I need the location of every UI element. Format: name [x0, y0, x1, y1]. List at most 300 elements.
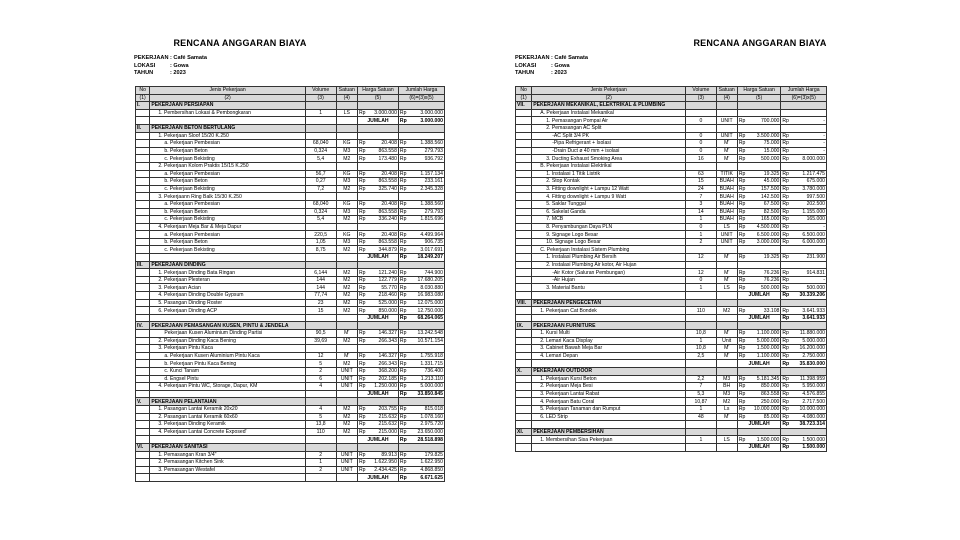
amount: 266.343: [378, 360, 397, 367]
unit: M2: [336, 284, 357, 292]
volume: 90,5: [305, 330, 336, 338]
table-row: [136, 109, 445, 117]
volume: 1: [305, 109, 336, 117]
table-row: [136, 421, 445, 429]
table-row: [516, 405, 827, 413]
currency-label: Rp: [359, 277, 366, 284]
amount: 4.576.855: [802, 391, 825, 398]
volume: 1: [686, 337, 716, 345]
row-number: [516, 238, 532, 246]
unit-price: [737, 223, 781, 231]
total-label: JUMLAH: [737, 314, 781, 322]
column-header: (2): [150, 94, 306, 102]
item-description: 1. Pemasangan Pompai Air: [532, 117, 686, 125]
currency-label: Rp: [782, 201, 789, 208]
total-price: [398, 375, 444, 383]
empty-cell: [737, 367, 781, 375]
row-number: [516, 193, 532, 201]
unit-price: [358, 413, 399, 421]
unit: M': [336, 330, 357, 338]
empty-cell: [305, 124, 336, 132]
item-description: -Air Kotor (Saluran Pembungan): [532, 269, 686, 277]
volume: 2: [305, 367, 336, 375]
unit-price: [737, 284, 781, 292]
table-row: [136, 269, 445, 277]
table-row: [516, 307, 827, 315]
item-description: 1. Pasangan Lantai Keramik 20x20: [150, 405, 306, 413]
section-row: [136, 102, 445, 110]
item-description: 1. Pekerjaan Sloof 15/20 K.250: [150, 132, 306, 140]
unit: UNIT: [716, 238, 737, 246]
table-row: [136, 170, 445, 178]
table-row: [136, 428, 445, 436]
amount: 4.499.964: [420, 231, 443, 238]
amount: 215.632: [378, 413, 397, 420]
currency-label: Rp: [738, 201, 746, 208]
empty-cell: [737, 299, 781, 307]
item-description: 7. MCB: [532, 216, 686, 224]
unit-price: [358, 178, 399, 186]
total-price: [781, 238, 827, 246]
item-description: 2. Pemasangan AC Split: [532, 124, 686, 132]
volume: 77,74: [305, 292, 336, 300]
column-header: (5): [737, 94, 781, 102]
volume: 0,27: [305, 178, 336, 186]
total-price: [781, 155, 827, 163]
row-number: [136, 162, 150, 170]
amount: 1.100.000: [756, 353, 780, 360]
total-price: [398, 383, 444, 391]
amount: 500.000: [760, 155, 780, 162]
amount: 1.755.918: [420, 353, 443, 360]
table-row: [136, 231, 445, 239]
amount: 179.825: [424, 451, 443, 458]
amount: 75.000: [763, 140, 780, 147]
table-row: [516, 155, 827, 163]
row-number: [136, 185, 150, 193]
project-meta: [515, 55, 588, 78]
amount: 850.000: [760, 383, 780, 390]
item-description: 6. Pekerjaan Dinding ACP: [150, 307, 306, 315]
volume: 15: [305, 307, 336, 315]
item-description: 1. Membersihan Sisa Pekerjaan: [532, 436, 686, 444]
empty-cell: [398, 124, 444, 132]
unit: M2: [336, 421, 357, 429]
volume: 6: [305, 375, 336, 383]
unit: BUAH: [716, 200, 737, 208]
item-description: 1. Pekerjaan Dinding Bata Ringan: [150, 269, 306, 277]
row-number: [136, 428, 150, 436]
empty-cell: [136, 117, 150, 125]
table-row: [516, 269, 827, 277]
volume: 1,05: [305, 238, 336, 246]
amount: 744.900: [424, 269, 443, 276]
row-number: [136, 292, 150, 300]
column-header: (4): [336, 94, 357, 102]
meta-key: PEKERJAAN: [134, 55, 169, 61]
empty-cell: [516, 421, 532, 429]
total-price: [398, 246, 444, 254]
currency-label: Rp: [738, 391, 746, 398]
currency-label: Rp: [359, 466, 366, 473]
column-header: (1): [136, 94, 150, 102]
amount: 906.735: [424, 239, 443, 246]
volume: 15: [686, 178, 716, 186]
empty-cell: [136, 254, 150, 262]
currency-label: Rp: [782, 307, 789, 314]
volume: 0: [686, 147, 716, 155]
total-price: [398, 284, 444, 292]
total-price: [781, 246, 827, 254]
table-row: [136, 132, 445, 140]
unit: UNIT: [336, 466, 357, 474]
currency-label: Rp: [359, 201, 366, 208]
row-number: [136, 246, 150, 254]
unit-price: [358, 185, 399, 193]
unit: [336, 132, 357, 140]
empty-cell: [305, 322, 336, 330]
header-row: [516, 94, 827, 102]
volume: 14: [686, 208, 716, 216]
volume: 2: [305, 466, 336, 474]
item-description: a. Pekerjaan Pembesian: [150, 231, 306, 239]
amount: 23.650.000: [417, 429, 443, 436]
unit: BUAH: [716, 185, 737, 193]
currency-label: Rp: [782, 193, 789, 200]
table-row: [516, 246, 827, 254]
amount: 850.000: [378, 307, 397, 314]
total-price: [781, 132, 827, 140]
total-amount: [398, 314, 444, 322]
table-row: [516, 413, 827, 421]
item-description: 4. Pekerjaan Meja Bar & Meja Dapur: [150, 223, 306, 231]
table-row: [136, 193, 445, 201]
volume: 144: [305, 276, 336, 284]
column-header: Volume: [305, 87, 336, 95]
currency-label: Rp: [359, 292, 366, 299]
currency-label: Rp: [359, 148, 366, 155]
empty-cell: [686, 443, 716, 451]
currency-label: Rp: [399, 246, 407, 253]
empty-cell: [305, 474, 336, 482]
total-price: [398, 330, 444, 338]
amount: 6.000.000: [802, 239, 825, 246]
table-row: [136, 367, 445, 375]
unit: KG: [336, 231, 357, 239]
amount: 10.000.000: [753, 406, 780, 413]
empty-cell: [136, 436, 150, 444]
amount: 2.975.720: [420, 421, 443, 428]
unit-price: [737, 238, 781, 246]
row-number: [136, 140, 150, 148]
empty-cell: [516, 360, 532, 368]
column-header: No: [516, 87, 532, 95]
section-title: PEKERJAAN FURNITURE: [532, 322, 686, 330]
row-number: [516, 140, 532, 148]
meta-line: [515, 55, 588, 63]
table-row: [516, 254, 827, 262]
empty-cell: [336, 314, 357, 322]
item-description: 3. Pekerjaan Acian: [150, 284, 306, 292]
total-price: [781, 124, 827, 132]
empty-cell: [336, 124, 357, 132]
unit-price: [358, 200, 399, 208]
currency-label: Rp: [399, 155, 407, 162]
column-header: Harga Satuan: [358, 87, 399, 95]
item-description: 3. Material Bantu: [532, 284, 686, 292]
row-number: [516, 345, 532, 353]
empty-cell: [150, 436, 306, 444]
item-description: b. Pekerjaan Pintu Kaca Bening: [150, 360, 306, 368]
volume: [686, 124, 716, 132]
currency-label: Rp: [738, 231, 746, 238]
currency-label: Rp: [359, 216, 366, 223]
currency-label: Rp: [359, 208, 366, 215]
volume: 8,75: [305, 246, 336, 254]
row-number: [516, 162, 532, 170]
total-price: [398, 307, 444, 315]
amount: 3.000.000: [420, 117, 443, 124]
amount: 368.200: [378, 368, 397, 375]
empty-cell: [737, 102, 781, 110]
empty-cell: [737, 322, 781, 330]
unit: M2: [336, 292, 357, 300]
item-description: 3. Pekerjaann Ring Balk 15/30 K.250: [150, 193, 306, 201]
item-description: 2. Pekerjaan Dinding Kaca Bening: [150, 337, 306, 345]
currency-label: Rp: [399, 284, 407, 291]
amount: 68.264.065: [417, 315, 443, 322]
empty-cell: [336, 117, 357, 125]
volume: 220,5: [305, 231, 336, 239]
amount: 6.671.625: [420, 474, 443, 481]
row-number: [516, 330, 532, 338]
empty-cell: [150, 314, 306, 322]
total-price: [398, 337, 444, 345]
unit: M': [716, 140, 737, 148]
currency-label: Rp: [399, 178, 407, 185]
currency-label: Rp: [738, 170, 746, 177]
table-row: [516, 375, 827, 383]
volume: 1: [686, 231, 716, 239]
row-number: [136, 109, 150, 117]
unit-price: [358, 352, 399, 360]
empty-cell: [305, 398, 336, 406]
unit: UNIT: [336, 367, 357, 375]
currency-label: Rp: [359, 231, 366, 238]
empty-cell: [716, 314, 737, 322]
unit-price: [737, 261, 781, 269]
item-description: 1. Kursi Multi: [532, 330, 686, 338]
currency-label: Rp: [399, 368, 407, 375]
total-row: [136, 254, 445, 262]
unit-price: [358, 466, 399, 474]
total-label: JUMLAH: [737, 443, 781, 451]
table-row: [136, 200, 445, 208]
currency-label: Rp: [738, 398, 746, 405]
empty-cell: [136, 390, 150, 398]
volume: [305, 223, 336, 231]
total-price: [398, 147, 444, 155]
volume: 0,324: [305, 147, 336, 155]
currency-label: Rp: [782, 413, 789, 420]
currency-label: Rp: [738, 277, 746, 284]
table-row: [516, 390, 827, 398]
unit-price: [737, 162, 781, 170]
volume: 4: [305, 383, 336, 391]
volume: 5: [305, 413, 336, 421]
amount: 157.500: [760, 186, 780, 193]
amount: 215.632: [378, 421, 397, 428]
row-number: [516, 269, 532, 277]
empty-cell: [716, 292, 737, 300]
row-number: [136, 383, 150, 391]
volume: 144: [305, 284, 336, 292]
table-row: [136, 276, 445, 284]
currency-label: Rp: [359, 337, 366, 344]
volume: 1: [686, 405, 716, 413]
row-number: [516, 170, 532, 178]
currency-label: Rp: [782, 148, 789, 155]
empty-cell: [781, 299, 827, 307]
row-number: [136, 284, 150, 292]
item-description: c. Kunci Tanam: [150, 367, 306, 375]
row-number: [516, 109, 532, 117]
empty-cell: [305, 314, 336, 322]
row-number: [136, 375, 150, 383]
unit-price: [737, 246, 781, 254]
meta-line: [134, 70, 207, 78]
volume: 1: [686, 284, 716, 292]
unit: UNIT: [716, 117, 737, 125]
amount: 863.558: [378, 208, 397, 215]
empty-cell: [336, 322, 357, 330]
amount: 1.500.000: [802, 436, 825, 443]
empty-cell: [716, 367, 737, 375]
currency-label: Rp: [399, 330, 407, 337]
currency-label: Rp: [359, 170, 366, 177]
column-header: (6)=(3)x(5): [398, 94, 444, 102]
unit: [716, 124, 737, 132]
item-description: a. Pekerjaan Pembesian: [150, 200, 306, 208]
rab-table: [135, 86, 445, 482]
currency-label: Rp: [738, 186, 746, 193]
empty-cell: [305, 117, 336, 125]
item-description: b. Pekerjaan Beton: [150, 208, 306, 216]
unit: M': [716, 352, 737, 360]
section-row: [136, 398, 445, 406]
empty-cell: [716, 421, 737, 429]
table-row: [516, 223, 827, 231]
amount: 500.000: [806, 284, 825, 291]
column-header: (5): [358, 94, 399, 102]
empty-cell: [398, 261, 444, 269]
currency-label: Rp: [782, 155, 789, 162]
currency-label: Rp: [782, 353, 789, 360]
unit-price: [737, 132, 781, 140]
item-description: 2. Lemari Kaca Display: [532, 337, 686, 345]
unit-price: [358, 155, 399, 163]
unit: M3: [716, 390, 737, 398]
item-description: Pekerjaan Kusen Aluminium Dinding Partisi: [150, 330, 306, 338]
amount: 8.030.880: [420, 284, 443, 291]
total-label: JUMLAH: [737, 292, 781, 300]
item-description: 9. Signage Logo Besar: [532, 231, 686, 239]
amount: 1.388.560: [420, 140, 443, 147]
table-row: [136, 299, 445, 307]
volume: 0: [686, 140, 716, 148]
currency-label: Rp: [782, 178, 789, 185]
volume: 7,2: [305, 185, 336, 193]
meta-value: : Gowa: [551, 62, 570, 69]
section-row: [516, 299, 827, 307]
amount: 35.830.000: [799, 360, 825, 367]
amount: 4.868.850: [420, 466, 443, 473]
empty-cell: [136, 474, 150, 482]
unit: M': [716, 276, 737, 284]
table-row: [516, 352, 827, 360]
amount: -: [823, 132, 825, 139]
amount: 266.343: [378, 337, 397, 344]
currency-label: Rp: [782, 117, 789, 124]
row-number: [516, 223, 532, 231]
meta-value: : 2023: [170, 70, 186, 76]
currency-label: Rp: [399, 466, 407, 473]
currency-label: Rp: [782, 436, 789, 443]
row-number: [516, 405, 532, 413]
currency-label: Rp: [782, 337, 789, 344]
item-description: B. Pekerjaan Instalasi Elektrikal: [532, 162, 686, 170]
unit-price: [358, 147, 399, 155]
section-title: PEKERJAAN PENGECETAN: [532, 299, 686, 307]
currency-label: Rp: [738, 406, 746, 413]
amount: 165.000: [806, 216, 825, 223]
amount: 675.000: [806, 178, 825, 185]
item-description: C. Pekerjaan Instalasi Sistem Plumbing: [532, 246, 686, 254]
unit: BH: [716, 383, 737, 391]
amount: 5.000.000: [420, 383, 443, 390]
unit-price: [358, 284, 399, 292]
table-row: [516, 208, 827, 216]
table-row: [136, 383, 445, 391]
amount: 6.500.000: [756, 231, 780, 238]
volume: 5: [305, 360, 336, 368]
volume: 1: [305, 459, 336, 467]
table-row: [136, 140, 445, 148]
unit: M': [336, 352, 357, 360]
item-description: 6. LED Strip: [532, 413, 686, 421]
row-number: [516, 124, 532, 132]
amount: 146.327: [378, 353, 397, 360]
empty-cell: [686, 322, 716, 330]
row-number: [136, 451, 150, 459]
total-row: [516, 292, 827, 300]
unit-price: [358, 459, 399, 467]
row-number: [516, 390, 532, 398]
total-price: [781, 284, 827, 292]
empty-cell: [150, 254, 306, 262]
currency-label: Rp: [399, 406, 407, 413]
total-price: [398, 345, 444, 353]
currency-label: Rp: [399, 148, 407, 155]
currency-label: Rp: [399, 292, 407, 299]
unit-price: [737, 109, 781, 117]
currency-label: Rp: [359, 429, 366, 436]
unit: M2: [336, 405, 357, 413]
column-header: (1): [516, 94, 532, 102]
table-row: [516, 147, 827, 155]
empty-cell: [358, 261, 399, 269]
currency-label: Rp: [399, 315, 407, 322]
